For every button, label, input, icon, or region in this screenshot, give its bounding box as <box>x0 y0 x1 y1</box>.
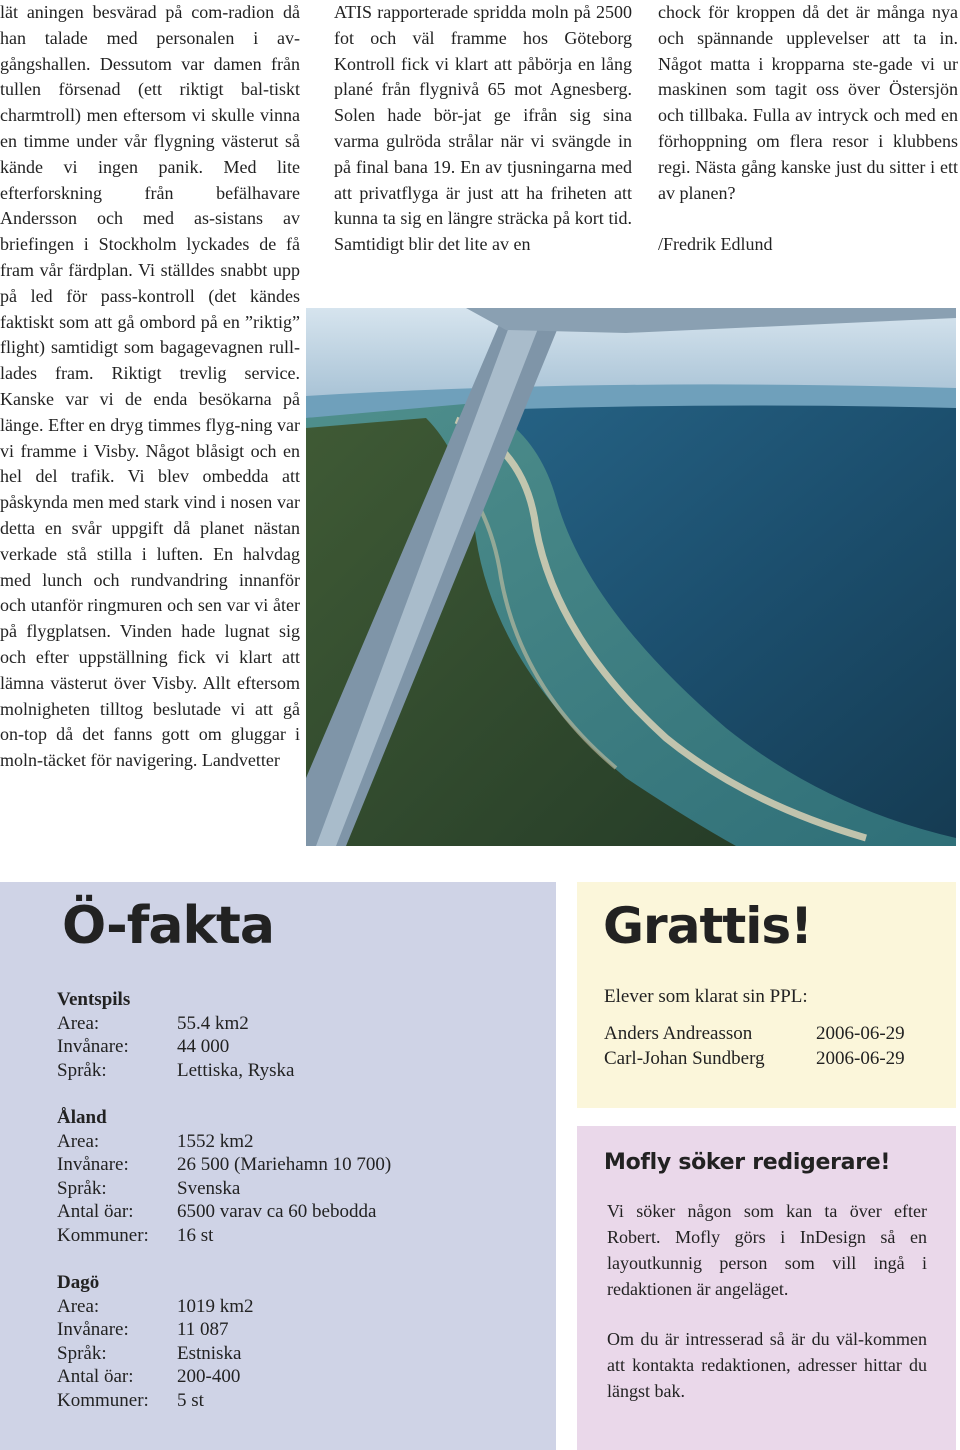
fact-value: 6500 varav ca 60 bebodda <box>177 1201 377 1223</box>
island-name: Åland <box>57 1107 107 1128</box>
fact-row <box>57 1342 254 1366</box>
island-name: Dagö <box>57 1272 100 1293</box>
grattis-box <box>577 882 956 1108</box>
grattis-subtitle: Elever som klarat sin PPL: <box>604 986 808 1007</box>
fact-key: Antal öar: <box>57 1201 134 1223</box>
island-name: Ventspils <box>57 989 131 1010</box>
island-aland <box>57 1106 391 1248</box>
fact-value: Lettiska, Ryska <box>177 1059 295 1081</box>
fact-value: Estniska <box>177 1342 242 1364</box>
graduate-date: 2006-06-29 <box>816 1048 905 1069</box>
fact-row <box>57 1130 391 1154</box>
fact-row <box>57 1389 254 1413</box>
article-column-3 <box>658 0 958 258</box>
graduate-row <box>604 1023 905 1045</box>
article-text-col3: chock för kroppen då det är många nya och spännande upplevelser att ta in. Något matta i kropparna ste-gade vi ur maskinen som tagit oss över Östersjön och tillbaka. Fulla av intryck och med en förhoppning om flera resor i klubbens regi. Nästa gång kanske just du sitter i ett av planen? <box>658 2 958 203</box>
mofly-box <box>577 1126 956 1450</box>
fact-row <box>57 1153 391 1177</box>
island-dago <box>57 1271 254 1413</box>
fact-value: 200-400 <box>177 1366 241 1388</box>
fact-value: 11 087 <box>177 1319 229 1341</box>
fact-row <box>57 1295 254 1319</box>
fact-row <box>57 1059 294 1083</box>
fact-value: 44 000 <box>177 1036 230 1058</box>
fact-row <box>57 1200 391 1224</box>
fact-row <box>57 1177 391 1201</box>
mofly-paragraph-1: Vi söker någon som kan ta över efter Robert. Mofly görs i InDesign så en layoutkunnig person som vill ingå i redaktionen är angeläget. <box>607 1201 927 1299</box>
fact-key: Invånare: <box>57 1154 129 1176</box>
o-fakta-title: Ö-fakta <box>62 896 274 956</box>
graduate-row <box>604 1048 905 1070</box>
fact-key: Area: <box>57 1012 100 1034</box>
fact-value: 1552 km2 <box>177 1130 254 1152</box>
fact-key: Språk: <box>57 1177 107 1199</box>
fact-row <box>57 1365 254 1389</box>
article-column-2 <box>334 0 632 258</box>
mofly-title: Mofly söker redigerare! <box>604 1150 891 1175</box>
fact-value: 55.4 km2 <box>177 1012 249 1034</box>
island-ventspils <box>57 988 294 1082</box>
fact-key: Kommuner: <box>57 1224 149 1246</box>
fact-row <box>57 1012 294 1036</box>
o-fakta-box <box>0 882 556 1450</box>
fact-value: 5 st <box>177 1389 204 1411</box>
article-column-1 <box>0 0 300 774</box>
fact-value: 26 500 (Mariehamn 10 700) <box>177 1154 392 1176</box>
fact-row <box>57 1035 294 1059</box>
fact-value: Svenska <box>177 1177 241 1199</box>
fact-row <box>57 1224 391 1248</box>
fact-key: Invånare: <box>57 1319 129 1341</box>
graduate-name: Carl-Johan Sundberg <box>604 1048 765 1069</box>
fact-row <box>57 1318 254 1342</box>
fact-key: Språk: <box>57 1059 107 1081</box>
author-signature: /Fredrik Edlund <box>658 234 773 255</box>
fact-key: Språk: <box>57 1342 107 1364</box>
fact-key: Invånare: <box>57 1036 129 1058</box>
fact-value: 1019 km2 <box>177 1295 254 1317</box>
article-text-col2: ATIS rapporterade spridda moln på 2500 fot och väl framme hos Göteborg Kontroll fick vi klart att påbörja en lång plané från flygnivå 65 mot Agnesberg. Solen hade bör-jat ge ifrån sig sina varma gulröda strålar när vi svängde in på final bana 19. En av tjusningarna med att privatflyga är just att ha friheten att kunna ta sig en längre sträcka på kort tid. Samtidigt blir det lite av en <box>334 2 632 255</box>
graduate-date: 2006-06-29 <box>816 1023 905 1044</box>
article-text-col1: lät aningen besvärad på com-radion då han talade med personalen i av-gångshallen. Dessutom var damen från tullen försenad (ett riktigt bal-tiskt charmtroll) men eftersom vi skulle vinna en timme under vår flygning västerut så kände vi ingen panik. Med lite efterforskning från befälhavare Andersson och med as-sistans av briefingen i Stockholm lyckades de få fram vår färdplan. Vi ställdes snabbt upp på led för pass-kontroll (det kändes faktiskt som att gå ombord på en ”riktig” flight) samtidigt som bagagevagnen rull-lades fram. Riktigt trevlig service. Kanske var vi de enda besökarna på länge. Efter en dryg timmes flyg-ning var vi framme i Visby. Något blåsigt och en hel del trafik. Vi blev ombedda att påskynda men med stark vind i nosen var detta en svår uppgift då planet nästan verkade stå stilla i luften. En halvdag med lunch och rundvandring innanför och utanför ringmuren och sen var vi åter på flygplatsen. Vinden hade lugnat sig och efter uppställning fick vi klart att lämna västerut över Visby. Allt eftersom molnigheten tilltog beslutade vi att gå on-top då det fanns gott om gluggar i moln-täcket för navigering. Landvetter <box>0 2 300 771</box>
fact-key: Antal öar: <box>57 1366 134 1388</box>
fact-key: Kommuner: <box>57 1389 149 1411</box>
fact-key: Area: <box>57 1130 100 1152</box>
mofly-paragraph-2: Om du är intresserad så är du väl-kommen att kontakta redaktionen, adresser hittar du längst bak. <box>607 1329 927 1401</box>
fact-key: Area: <box>57 1295 100 1317</box>
graduate-name: Anders Andreasson <box>604 1023 753 1044</box>
grattis-title: Grattis! <box>603 897 812 955</box>
aerial-photo <box>306 308 956 846</box>
fact-value: 16 st <box>177 1224 214 1246</box>
